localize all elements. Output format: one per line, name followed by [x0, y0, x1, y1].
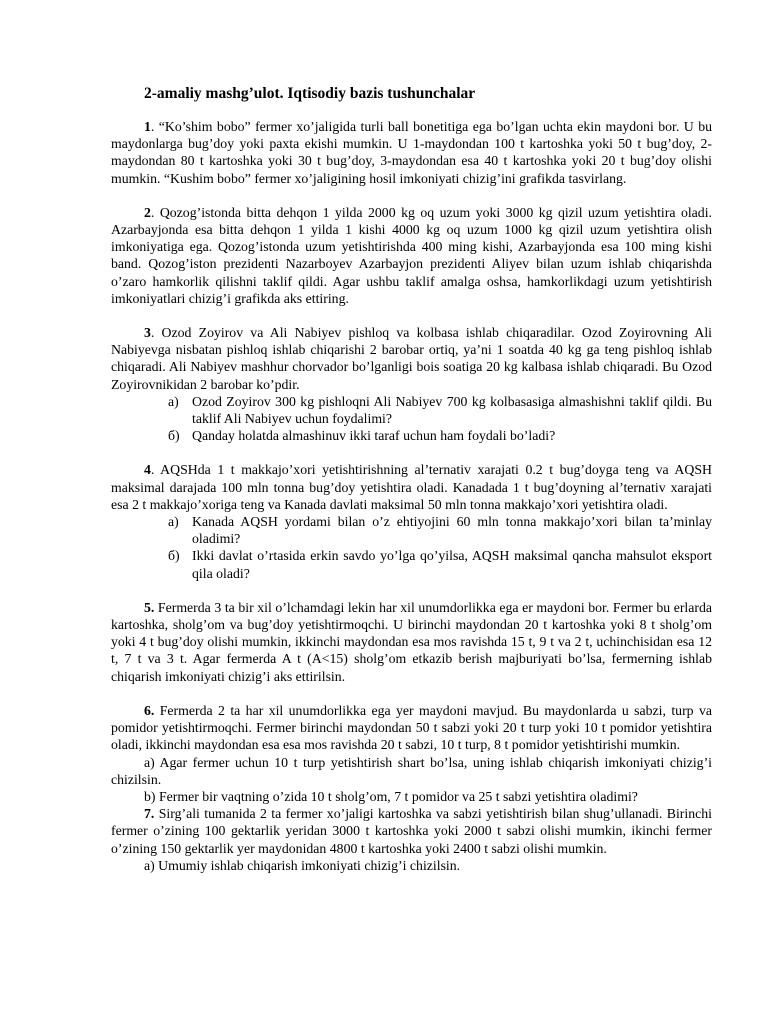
task-1	[111, 118, 712, 187]
task-6	[111, 702, 712, 754]
task-number: 3	[144, 325, 151, 341]
task-6-line-a	[111, 754, 712, 788]
task-text: . “Ko’shim bobo” fermer xo’jaligida turli ball bonetitiga ega bo’lgan uchta ekin maydoni bor. U bu maydonlarga bug’doy yoki paxta ekishi mumkin. U 1-maydondan 100 t kartoshka yoki 50 t bug’doy, 2-maydondan 80 t kartoshka yoki 30 t bug’doy, 3-maydondan esa 40 t kartoshka yoki 20 t bug’doy olishi mumkin. “Kushim bobo” fermer xo’jaligining hosil imkoniyati chizig’ini grafikda tasvirlang.	[111, 119, 712, 186]
subtask-text: a) Agar fermer uchun 10 t turp yetishtirish shart bo’lsa, uning ishlab chiqarish imkoniyati	[144, 754, 665, 770]
task-number: 1	[144, 119, 151, 134]
subtask-label: б)	[168, 548, 180, 564]
task-number: 5.	[144, 599, 155, 615]
task-3	[111, 324, 712, 393]
subtask-text: Ozod Zoyirov 300 kg pishloqni Ali Nabiyev 700 kg kolbasasiga almashishni taklif qildi. Bu taklif Ali Nabiyev uchun foydalimi?	[192, 393, 712, 427]
task-6-line-b: b) Fermer bir vaqtning o’zida 10 t sholg’om, 7 t pomidor va 25 t sabzi yetishtira oladimi?	[144, 788, 638, 804]
subtask	[168, 427, 712, 444]
subtask-text: Kanada AQSH yordami bilan o’z ehtiyojini 60 mln tonna makkajo’xori bilan ta’minlay oladimi?	[192, 514, 712, 547]
subtask-text: Ikki davlat o’rtasida erkin savdo yo’lga qo’yilsa, AQSH maksimal qancha mahsulot eksport qila oladi?	[192, 548, 712, 581]
task-text: . AQSHda 1 t makkajo’xori yetishtirishning al’ternativ xarajati 0.2 t bug’doyga teng va AQSH maksimal darajada 100 mln tonna bug’doy yetishtira oladi. Kanadada 1 t bug’doyning al’ternativ xarajati esa 2 t makkajo’xoriga teng va Kanada davlati maksimal 50 mln tonna makkajo’xori yetishtira oladi.	[111, 462, 712, 512]
subtask-text-cont: chizig’i chizilsin.	[111, 754, 712, 787]
task-number: 2	[144, 204, 151, 220]
task-number: 4	[144, 462, 151, 478]
task-text: . Ozod Zoyirov va Ali Nabiyev pishloq va kolbasa ishlab chiqaradilar. Ozod Zoyirovning Ali Nabiyevga nisbatan pishloq ishlab chiqarishi 2 barobar ortiq, ya’ni 1 soatda 40 kg ga teng pishloq ishlab chiqaradi. Ali Nabiyev mashhur chorvador bo’lganligi bois soatiga 20 kg kalbasa ishlab chiqaradi. Bu Ozod Zoyirovnikidan 2 barobar ko’pdir.	[111, 325, 712, 392]
subtask-label: a)	[168, 514, 179, 530]
page-title: 2-amaliy mashg’ulot. Iqtisodiy bazis tushunchalar	[144, 85, 476, 102]
task-2	[111, 204, 712, 307]
task-number: 6.	[144, 702, 155, 718]
subtask	[168, 513, 712, 547]
task-number: 7.	[144, 806, 155, 822]
subtask-label: a)	[168, 393, 179, 409]
subtask	[168, 547, 712, 581]
subtask-label: б)	[168, 428, 180, 444]
task-4	[111, 461, 712, 513]
task-text: . Qozog’istonda bitta dehqon 1 yilda 2000 kg oq uzum yoki 3000 kg qizil uzum yetishtira oladi. Azarbayjonda esa bitta dehqon 1 yilda 1 kishi 4000 kg oq uzum 1000 kg qizil uzum yetishtira olish imkoniyatiga ega. Qozog’istonda uzum yetishtirishda 400 ming kishi, Azarbayjonda esa 100 ming kishi band. Qozog’iston prezidenti Nazarboyev Azarbayjon prezidenti Aliyev bilan uzum ishlab chiqarishda o’zaro hamkorlik qilishni taklif qildi. Agar ushbu taklif amalga oshsa, hamkorlikdagi uzum yetishtirish imkoniyatlari chizig’i grafikda aks ettiring.	[111, 204, 712, 306]
subtask-text: Qanday holatda almashinuv ikki taraf uchun ham foydali bo’ladi?	[192, 428, 556, 444]
task-text: Fermerda 2 ta har xil unumdorlikka ega yer maydoni mavjud. Bu maydonlarda u sabzi, turp va pomidor yetishtirmoqchi. Fermer birinchi maydondan 50 t sabzi yoki 20 t turp yoki 10 t pomidor yetishtira oladi, ikkinchi maydondan esa esa mos ravishda 20 t sabzi, 10 t turp, 8 t pomidor yetishtirishi mumkin.	[111, 702, 712, 753]
task-7-line-a: a) Umumiy ishlab chiqarish imkoniyati chizig’i chizilsin.	[144, 857, 461, 873]
task-5	[111, 599, 712, 685]
task-text: Sirg’ali tumanida 2 ta fermer xo’jaligi kartoshka va sabzi yetishtirish bilan shug’ullanadi. Birinchi fermer o’zining 100 gektarlik yeridan 3000 t kartoshka yoki 2000 t sabzi olishi mumkin, ikinchi fermer o’zining 150 gektarlik yer maydonidan 4800 t kartoshka yoki 2400 t sabzi olishi mumkin.	[111, 806, 712, 856]
task-text: Fermerda 3 ta bir xil o’lchamdagi lekin har xil unumdorlikka ega er maydoni bor. Fermer bu erlarda kartoshka, sholg’om va bug’doy yetishtirmoqchi. U birinchi maydondan 20 t kartoshka yoki 8 t sholg’om yoki 4 t bug’doy olishi mumkin, ikkinchi maydondan esa mos ravishda 15 t, 9 t va 2 t, uchinchisidan esa 12 t, 7 t va 3 t. Agar fermerda A t (A<15) sholg’om etkazib berish majburiyati bo’lsa, fermerning ishlab chiqarish imkoniyati chizig’i aks ettirilsin.	[111, 599, 712, 684]
subtask	[168, 393, 712, 427]
task-7	[111, 805, 712, 857]
